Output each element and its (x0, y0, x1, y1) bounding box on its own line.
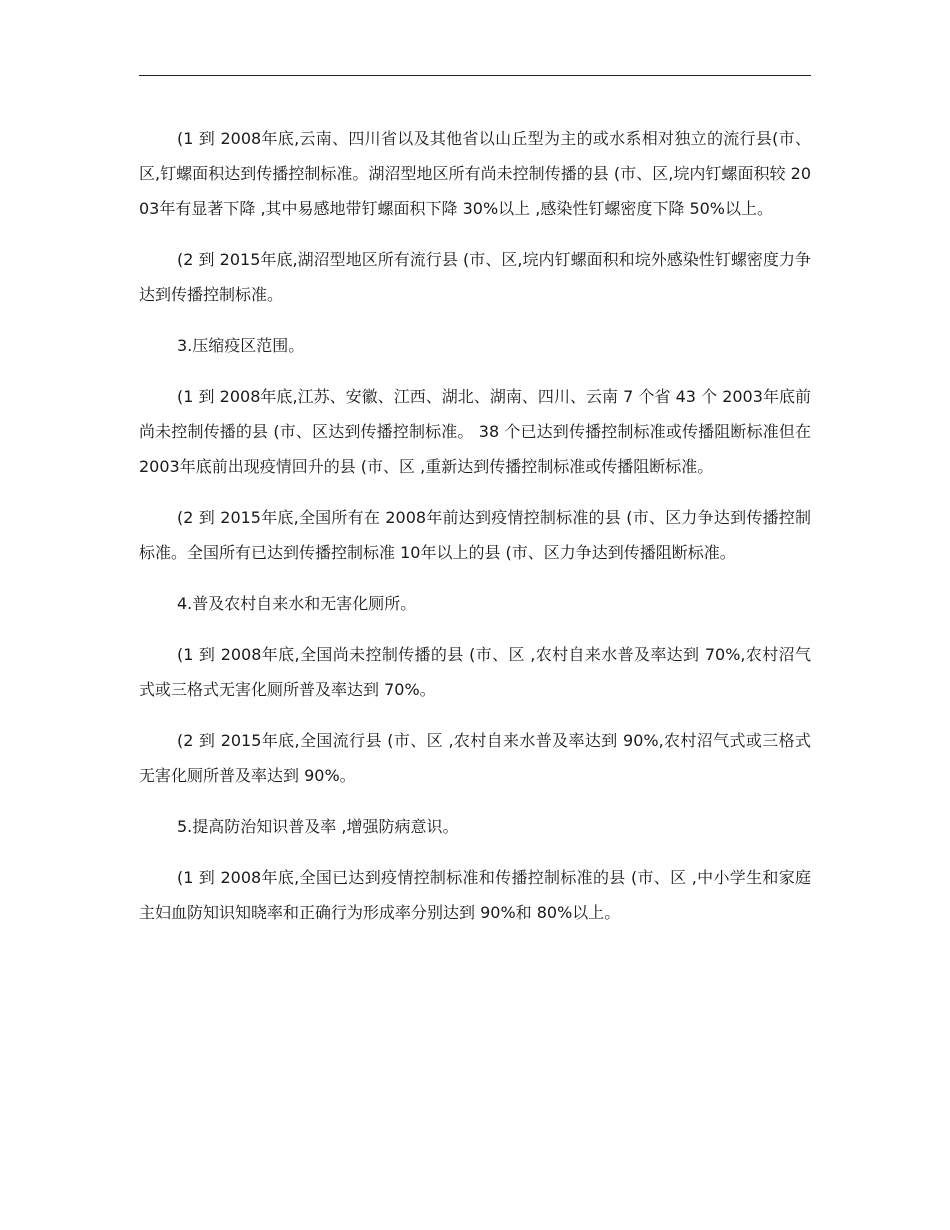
header-rule (139, 75, 811, 76)
paragraph-5: (2 到 2015年底,全国所有在 2008年前达到疫情控制标准的县 (市、区力争达到传播控制标准。全国所有已达到传播控制标准 10年以上的县 (市、区力争达到传播阻断标准。 (139, 508, 811, 562)
paragraph-1: (1 到 2008年底,云南、四川省以及其他省以山丘型为主的或水系相对独立的流行县(市、区,钉螺面积达到传播控制标准。湖沼型地区所有尚未控制传播的县 (市、区,垸内钉螺面积较 2003年有显著下降 ,其中易感地带钉螺面积下降 30%以上 ,感染性钉螺密度下降 50%以上。 (139, 129, 811, 218)
section-heading-4: 4.普及农村自来水和无害化厕所。 (177, 594, 417, 613)
paragraph-7: (1 到 2008年底,全国尚未控制传播的县 (市、区 ,农村自来水普及率达到 70%,农村沼气式或三格式无害化厕所普及率达到 70%。 (139, 645, 811, 699)
document-body (139, 121, 811, 946)
paragraph-8: (2 到 2015年底,全国流行县 (市、区 ,农村自来水普及率达到 90%,农村沼气式或三格式无害化厕所普及率达到 90%。 (139, 731, 811, 785)
section-heading-5: 5.提高防治知识普及率 ,增强防病意识。 (177, 817, 459, 836)
paragraph-10: (1 到 2008年底,全国已达到疫情控制标准和传播控制标准的县 (市、区 ,中小学生和家庭主妇血防知识知晓率和正确行为形成率分别达到 90%和 80%以上。 (139, 868, 811, 922)
paragraph-4: (1 到 2008年底,江苏、安徽、江西、湖北、湖南、四川、云南 7 个省 43 个 2003年底前尚未控制传播的县 (市、区达到传播控制标准。 38 个已达到传播控制标准或传播阻断标准但在 2003年底前出现疫情回升的县 (市、区 ,重新达到传播控制标准或传播阻断标准。 (139, 387, 811, 476)
section-heading-3: 3.压缩疫区范围。 (177, 336, 305, 355)
paragraph-2: (2 到 2015年底,湖沼型地区所有流行县 (市、区,垸内钉螺面积和垸外感染性钉螺密度力争达到传播控制标准。 (139, 250, 811, 304)
